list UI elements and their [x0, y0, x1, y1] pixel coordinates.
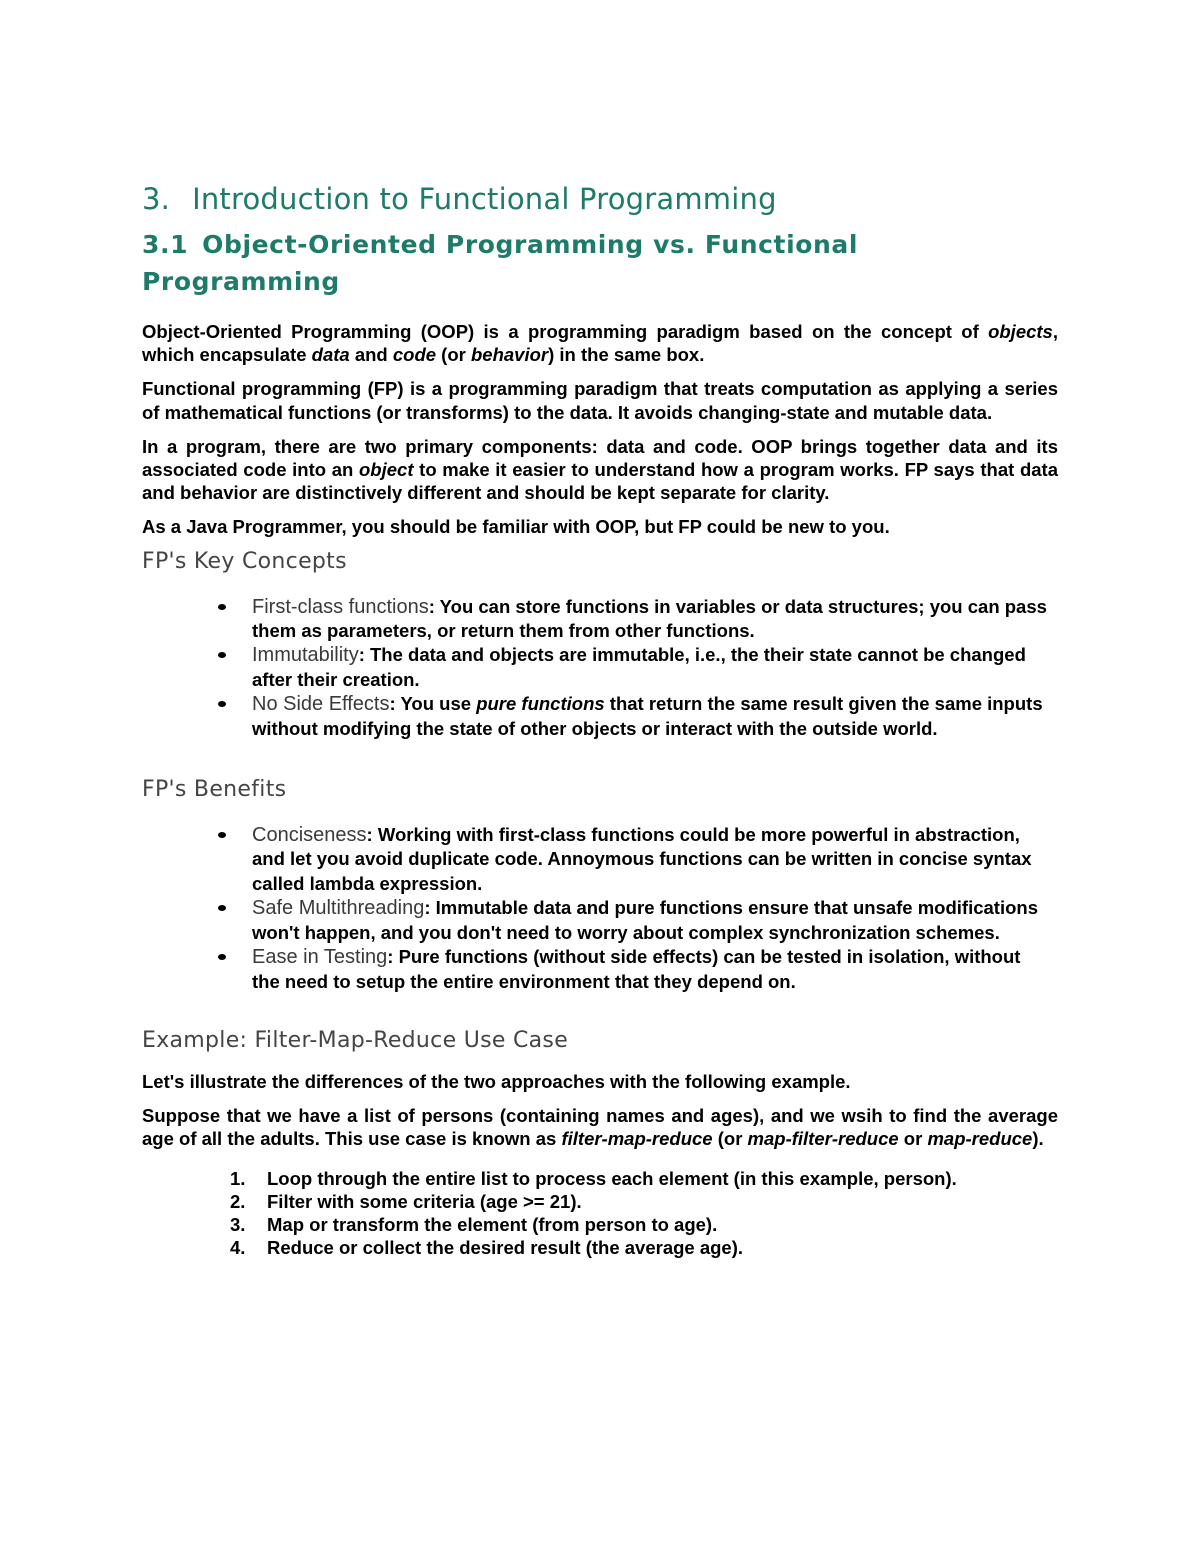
document-page: [142, 180, 1058, 1260]
heading-section: [142, 226, 1058, 300]
list-item: [252, 945, 1052, 994]
item-text: : You can store functions in variables or data structures; you can pass them as parameters, or return them from other functions.: [252, 595, 1047, 642]
emphasis-pure-functions: pure functions: [476, 693, 605, 715]
item-text: : The data and objects are immutable, i.e., the their state cannot be changed after their creation.: [252, 644, 1026, 690]
term-label: Conciseness: [252, 824, 367, 847]
text-run: Suppose that we have a list of persons (containing names and ages), and we wsih to find the average age of all the adults. This use case is known as: [142, 1105, 1058, 1150]
list-item: [252, 692, 1052, 741]
emphasis-data: data: [311, 344, 350, 366]
paragraph-oop-definition: [142, 320, 1058, 366]
step-number: 3.: [230, 1214, 246, 1236]
step-item: [230, 1190, 1058, 1213]
emphasis-code: code: [392, 344, 437, 366]
paragraph-illustrate: Let's illustrate the differences of the two approaches with the following example.: [142, 1070, 851, 1092]
bullet-icon: [218, 954, 226, 960]
step-number: 2.: [230, 1190, 246, 1212]
paragraph-java-programmer: As a Java Programmer, you should be familiar with OOP, but FP could be new to you.: [142, 516, 890, 538]
text-run: In a program, there are two primary components: data and code. OOP brings together data and its associated code into an: [142, 435, 1058, 481]
term-label: No Side Effects: [252, 693, 390, 716]
term-label: First-class functions: [252, 595, 429, 618]
heading-chapter: [142, 180, 1058, 218]
item-text: : Working with first-class functions could be more powerful in abstraction, and let you avoid duplicate code. Annoymous functions can be written in concise syntax called lambda expression.: [252, 824, 1032, 894]
step-number: 4.: [230, 1237, 246, 1259]
bullet-icon: [218, 905, 226, 911]
text-run: to make it easier to understand how a program works. FP says that data and behavior are distinctively different and should be kept separate for clarity.: [142, 459, 1058, 504]
heading-example: Example: Filter-Map-Reduce Use Case: [142, 1027, 569, 1053]
paragraph-fp-definition: Functional programming (FP) is a programming paradigm that treats computation as applying a series of mathematical functions (or transforms) to the data. It avoids changing-state and mutable data.: [142, 378, 1058, 423]
bullet-icon: [218, 701, 226, 707]
heading-chapter-number: 3.: [142, 182, 171, 216]
bullet-icon: [218, 832, 226, 838]
term-label: Ease in Testing: [252, 946, 388, 969]
paragraph-program-components: [142, 435, 1058, 505]
step-text: Loop through the entire list to process each element (in this example, person).: [267, 1167, 957, 1189]
text-run: ).: [1032, 1128, 1044, 1150]
heading-section-text: Object-Oriented Programming vs. Functional Programming: [142, 230, 859, 296]
steps-list: [142, 1167, 1058, 1260]
list-item: [252, 823, 1052, 896]
list-item: [252, 896, 1052, 945]
list-item: [252, 595, 1052, 644]
bullet-icon: [218, 604, 226, 610]
heading-chapter-text: Introduction to Functional Programming: [192, 182, 777, 216]
item-text: : You use: [389, 693, 477, 715]
step-text: Filter with some criteria (age >= 21).: [267, 1190, 582, 1212]
text-run: ) in the same box.: [548, 344, 705, 366]
bullet-icon: [218, 652, 226, 658]
text-run: or: [898, 1128, 928, 1150]
emphasis-filter-map-reduce: filter-map-reduce: [561, 1128, 713, 1150]
term-label: Safe Multithreading: [252, 897, 425, 920]
text-run: and: [349, 344, 393, 366]
heading-section-number: 3.1: [142, 230, 189, 259]
term-label: Immutability: [252, 644, 359, 667]
list-item: [252, 643, 1052, 692]
item-text: that return the same result given the same inputs without modifying the state of other objects or interact with the outside world.: [252, 693, 1043, 739]
emphasis-object: object: [359, 459, 414, 481]
text-run: (or: [712, 1128, 748, 1150]
step-text: Reduce or collect the desired result (the average age).: [267, 1237, 744, 1259]
item-text: : Pure functions (without side effects) can be tested in isolation, without the need to setup the entire environment that they depend on.: [252, 946, 1021, 992]
benefits-list: [142, 823, 1058, 994]
paragraph-use-case: [142, 1104, 1058, 1150]
text-run: , which encapsulate: [142, 321, 1058, 366]
emphasis-objects: objects: [988, 321, 1053, 342]
step-item: [230, 1236, 1058, 1259]
emphasis-behavior: behavior: [471, 344, 549, 366]
emphasis-map-filter-reduce: map-filter-reduce: [747, 1128, 899, 1150]
text-run: Object-Oriented Programming (OOP) is a programming paradigm based on the concept of: [142, 321, 989, 342]
heading-benefits: FP's Benefits: [142, 777, 287, 803]
step-item: [230, 1213, 1058, 1236]
text-run: (or: [436, 344, 471, 366]
item-text: : Immutable data and pure functions ensure that unsafe modifications won't happen, and you don't need to worry about complex synchronization schemes.: [252, 897, 1038, 943]
emphasis-map-reduce: map-reduce: [927, 1128, 1033, 1150]
step-text: Map or transform the element (from person to age).: [267, 1214, 718, 1236]
step-number: 1.: [230, 1167, 246, 1189]
key-concepts-list: [142, 595, 1058, 741]
step-item: [230, 1167, 1058, 1190]
heading-key-concepts: FP's Key Concepts: [142, 548, 347, 574]
